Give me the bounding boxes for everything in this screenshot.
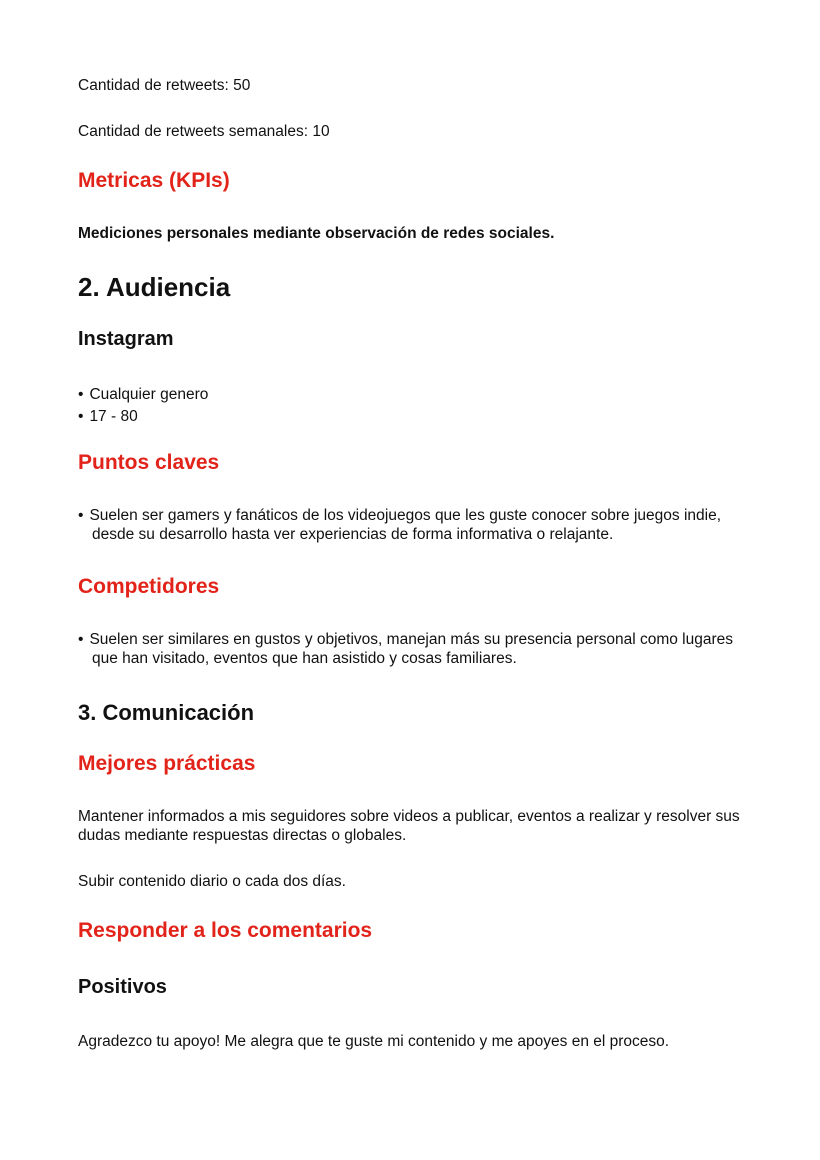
red-heading: Puntos claves [78, 451, 220, 474]
paragraph: Subir contenido diario o cada dos días. [78, 873, 346, 890]
bullet-paragraph-text: Suelen ser similares en gustos y objetivos, manejan más su presencia personal como lugares que han visitado, eventos que han asistido y cosas familiares. [89, 631, 734, 667]
red-heading: Metricas (KPIs) [78, 169, 230, 192]
red-heading: Responder a los comentarios [78, 919, 373, 942]
bullet-list [78, 384, 742, 428]
paragraph: Agradezco tu apoyo! Me alegra que te guste mi contenido y me apoyes en el proceso. [78, 1033, 670, 1050]
paragraph: Mantener informados a mis seguidores sobre videos a publicar, eventos a realizar y resolver sus dudas mediante respuestas directas o globales. [78, 808, 740, 844]
section-heading: 3. Comunicación [78, 700, 255, 725]
bold-paragraph: Mediciones personales mediante observación de redes sociales. [78, 225, 555, 242]
list-item-text: 17 - 80 [89, 408, 138, 425]
red-heading: Competidores [78, 575, 220, 598]
subsection-heading: Positivos [78, 976, 167, 998]
list-item-text: Cualquier genero [89, 386, 209, 403]
bullet-icon: • [78, 507, 84, 524]
list-item [78, 406, 742, 428]
list-item [78, 384, 742, 406]
bullet-paragraph [78, 506, 742, 544]
bullet-paragraph-text: Suelen ser gamers y fanáticos de los videojuegos que les guste conocer sobre juegos indie, desde su desarrollo hasta ver experiencias de forma informativa o relajante. [89, 507, 722, 543]
subsection-heading: Instagram [78, 328, 174, 350]
bullet-icon: • [78, 386, 84, 403]
bullet-paragraph [78, 630, 742, 668]
paragraph: Cantidad de retweets semanales: 10 [78, 123, 330, 140]
section-heading: 2. Audiencia [78, 272, 231, 302]
bullet-icon: • [78, 408, 84, 425]
bullet-icon: • [78, 631, 84, 648]
red-heading: Mejores prácticas [78, 752, 256, 775]
paragraph: Cantidad de retweets: 50 [78, 77, 251, 94]
